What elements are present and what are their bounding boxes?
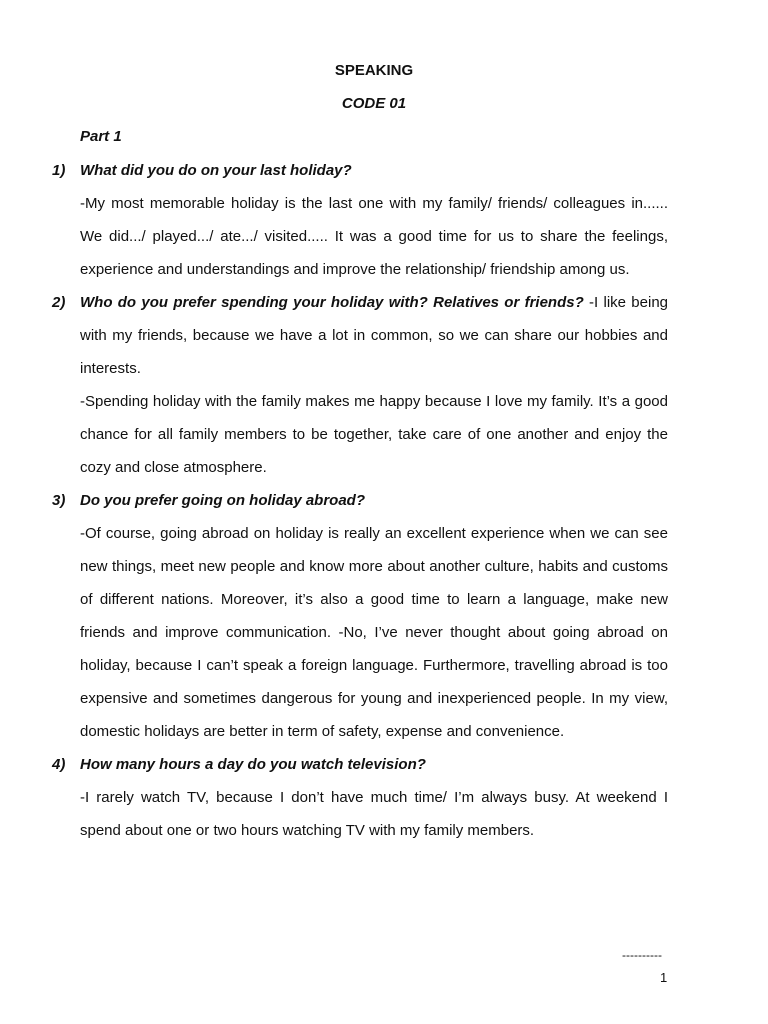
question-item	[52, 286, 669, 385]
part-heading: Part 1	[80, 128, 122, 145]
answer-paragraph: -My most memorable holiday is the last one with my family/ friends/ colleagues in...... We did.../ played.../ ate.../ visited..... It was a good time for us to share the feelings, experience and understandings and improve the relationship/ friendship among us.	[80, 195, 668, 278]
question-inline-answer: -I like being with my friends, because we have a lot in common, so we can share our hobbies and interests.	[80, 294, 669, 377]
question-text: How many hours a day do you watch television?	[80, 756, 426, 773]
footer-divider: ----------	[622, 948, 662, 962]
question-number: 2)	[52, 294, 66, 311]
question-number: 1)	[52, 162, 66, 179]
question-item	[52, 748, 668, 781]
questions-list	[52, 154, 669, 847]
question-item	[52, 154, 668, 187]
document-title: SPEAKING	[334, 62, 414, 79]
question-text: Do you prefer going on holiday abroad?	[80, 492, 366, 509]
question-item	[52, 484, 668, 517]
question-number: 4)	[52, 756, 66, 773]
question-number: 3)	[52, 492, 66, 509]
answer-paragraph: -I rarely watch TV, because I don’t have much time/ I’m always busy. At weekend I spend about one or two hours watching TV with my family members.	[80, 789, 668, 839]
answer-paragraph: -Spending holiday with the family makes me happy because I love my family. It’s a good chance for all family members to be together, take care of one another and enjoy the cozy and close atmosphere.	[80, 393, 668, 476]
document-code: CODE 01	[341, 95, 407, 112]
page-number: 1	[660, 970, 668, 985]
question-text: Who do you prefer spending your holiday with? Relatives or friends?	[80, 294, 584, 311]
question-text: What did you do on your last holiday?	[80, 162, 352, 179]
answer-paragraph: -Of course, going abroad on holiday is really an excellent experience when we can see new things, meet new people and know more about another culture, habits and customs of different nations. Moreover, it’s also a good time to learn a language, make new friends and improve communication. -No, I’ve never thought about going abroad on holiday, because I can’t speak a foreign language. Furthermore, travelling abroad is too expensive and sometimes dangerous for young and inexperienced people. In my view, domestic holidays are better in term of safety, expense and convenience.	[80, 525, 668, 740]
